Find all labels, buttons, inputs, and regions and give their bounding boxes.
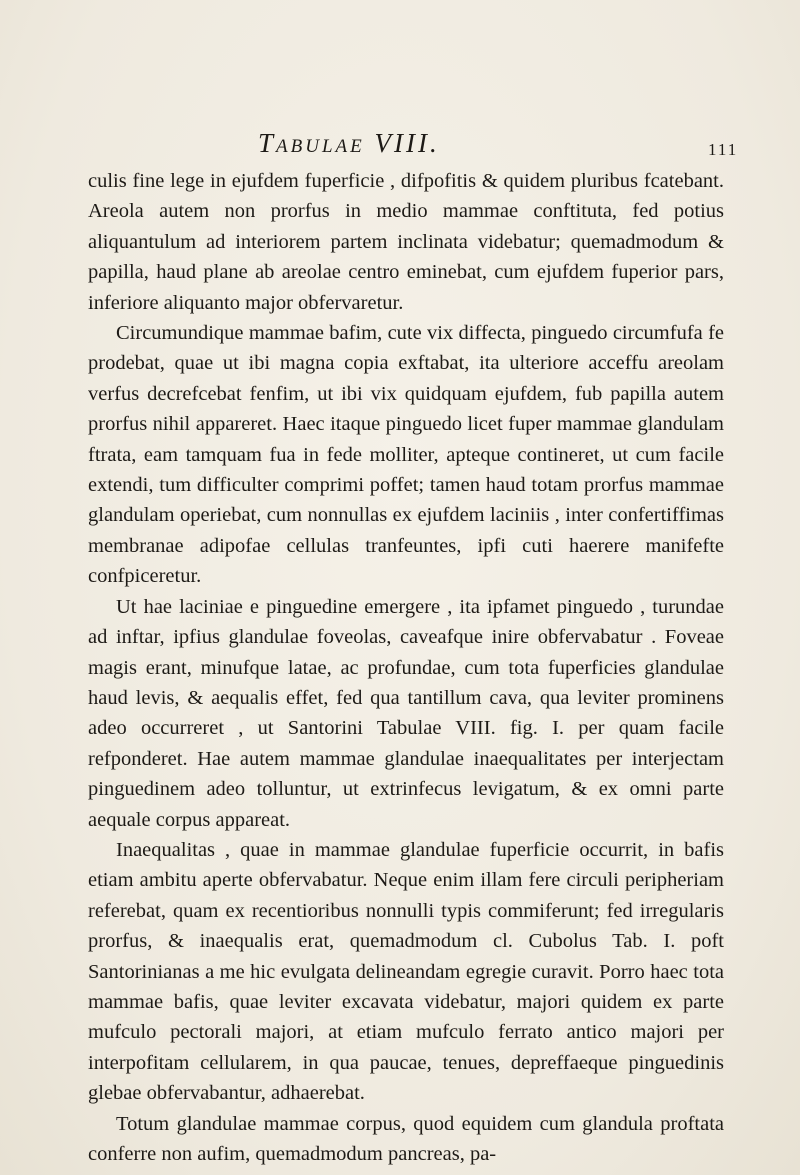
page-number: 111: [708, 140, 739, 159]
paragraph-continuation: culis fine lege in ejufdem fuperficie , difpofitis & quidem pluribus fcatebant. Areola autem non prorfus in medio mammae conftituta, fed potius aliquantulum ad interiorem partem inclinata videbatur; quemadmodum & papilla, haud plane ab areolae centro eminebat, cum ejufdem fuperior pars, inferiore aliquanto major obfervaretur.: [88, 170, 724, 314]
body-text: [88, 166, 724, 1169]
running-title: [258, 128, 440, 159]
paragraph: Totum glandulae mammae corpus, quod equidem cum glandula proftata conferre non aufim, quemadmodum pancreas, pa-: [88, 1112, 724, 1165]
running-title-text: Tabulae VIII.: [258, 128, 440, 158]
paragraph: Inaequalitas , quae in mammae glandulae fuperficie occurrit, in bafis etiam ambitu aperte obfervabatur. Neque enim illam fere circuli peripheriam referebat, quam ex recentioribus nonnulli typis commiferunt; fed irregularis prorfus, & inaequalis erat, quemadmodum cl. Cubolus Tab. I. poft Santorinianas a me hic evulgata delineandam egregie curavit. Porro haec tota mammae bafis, quae leviter excavata videbatur, majori quidem ex parte mufculo pectorali majori, at etiam mufculo ferrato antico majori per interpofitam cellularem, in qua paucae, tenues, depreffaeque pinguedinis glebae obfervabantur, adhaerebat.: [88, 838, 724, 1105]
paragraph: Circumundique mammae bafim, cute vix diffecta, pinguedo circumfufa fe prodebat, quae ut ibi magna copia exftabat, ita ulteriore acceffu areolam verfus decrefcebat fenfim, ut ibi vix quidquam ejufdem, fub papilla autem prorfus nihil appareret. Haec itaque pinguedo licet fuper mammae glandulam ftrata, eam tamquam fua in fede molliter, apteque contineret, ut cum facile extendi, tum difficulter comprimi poffet; tamen haud totam prorfus mammae glandulam operiebat, cum nonnullas ex ejufdem laciniis , inter confertiffimas membranae adipofae cellulas tranfeuntes, ipfi cuti haerere manifefte confpiceretur.: [88, 322, 724, 588]
paragraph: Ut hae laciniae e pinguedine emergere , ita ipfamet pinguedo , turundae ad inftar, ipfius glandulae foveolas, caveafque inire obfervabatur . Foveae magis erant, minufque latae, ac profundae, cum tota fuperficies glandulae haud levis, & aequalis effet, fed qua tantillum cava, qua leviter prominens adeo occurreret , ut Santorini Tabulae VIII. fig. I. per quam facile refponderet. Hae autem mammae glandulae inaequalitates per interjectam pinguedinem adeo tolluntur, ut extrinfecus levigatum, & ex omni parte aequale corpus appareat.: [88, 595, 724, 831]
